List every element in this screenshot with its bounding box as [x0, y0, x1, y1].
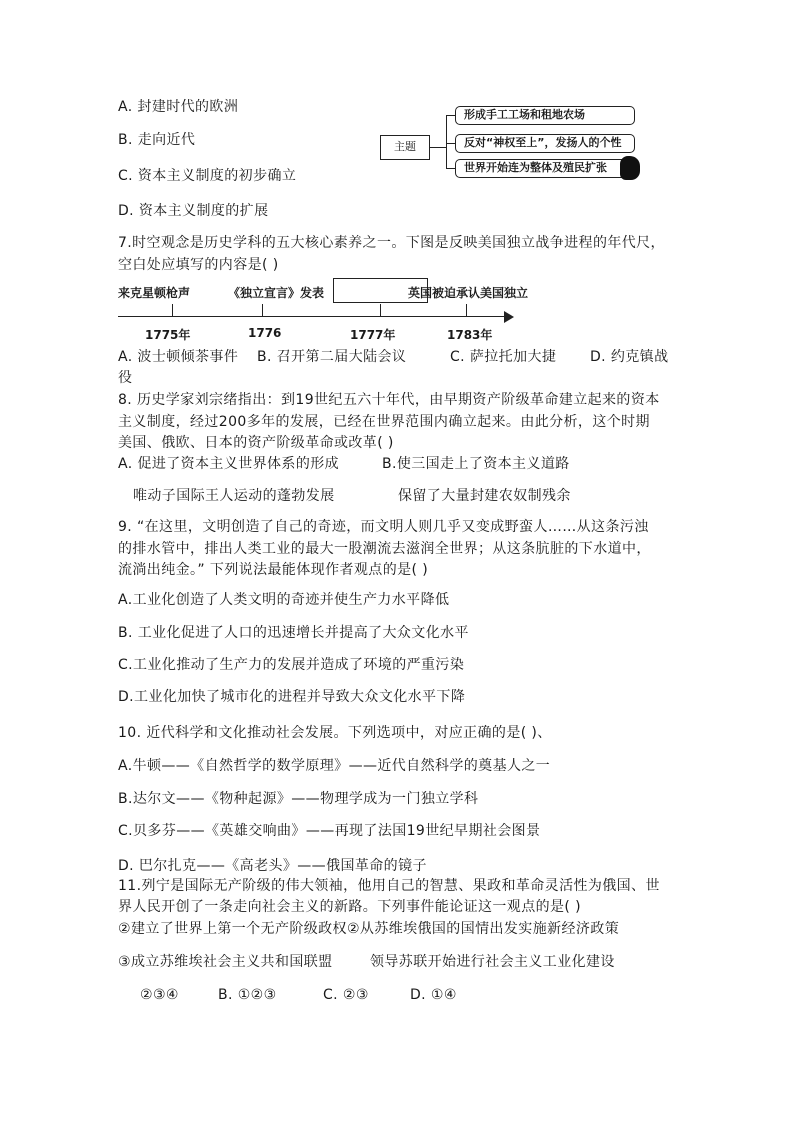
q7-option-c: C. 萨拉托加大捷 — [450, 349, 557, 365]
q11-item-4: 领导苏联开始进行社会主义工业化建设 — [370, 954, 615, 970]
timeline-event-1783: 英国被迫承认美国独立 — [408, 286, 529, 300]
q9-stem-line-3: 流淌出纯金。” 下列说法最能体现作者观点的是( ) — [118, 562, 429, 578]
q11-answer-d: D. ①④ — [410, 987, 457, 1003]
q9-option-b: B. 工业化促进了人口的迅速增长并提高了大众文化水平 — [118, 625, 469, 641]
q8-stem-line-3: 美国、俄欧、日本的资产阶级革命或改革( ) — [118, 435, 394, 451]
q11-answer-c: C. ②③ — [323, 987, 369, 1003]
q8-stem-line-1: 8. 历史学家刘宗绪指出：到19世纪五六十年代，由早期资产阶级革命建立起来的资本 — [118, 392, 660, 408]
timeline-year: 1777年 — [350, 328, 396, 342]
q6-option-d: D. 资本主义制度的扩展 — [118, 203, 269, 219]
diagram-stub — [446, 115, 455, 116]
q9-stem-line-1: 9. “在这里，文明创造了自己的奇迹，而文明人则几乎又变成野蛮人……从这条污浊 — [118, 519, 649, 535]
q11-stem-line-2: 界人民开创了一条走向社会主义的新路。下列事件能论证这一观点的是( ) — [118, 899, 581, 915]
q6-option-c: C. 资本主义制度的初步确立 — [118, 168, 297, 184]
q11-stem-line-1: 11.列宁是国际无产阶级的伟大领袖，他用自己的智慧、果政和革命灵活性为俄国、世 — [118, 878, 660, 894]
timeline-tick — [262, 304, 263, 316]
diagram-item-3: 世界开始连为整体及殖民扩张 — [455, 159, 635, 178]
timeline-arrow-icon — [504, 311, 514, 323]
timeline-tick — [466, 304, 467, 316]
q7-stem-line-1: 7.时空观念是历史学科的五大核心素养之一。下图是反映美国独立战争进程的年代尺， — [118, 235, 665, 251]
timeline-event-1775: 来克星顿枪声 — [118, 286, 191, 300]
q9-stem-line-2: 的排水管中，排出人类工业的最大一股潮流去滋润全世界；从这条肮脏的下水道中， — [118, 541, 651, 557]
q7-option-d: D. 约克镇战 — [590, 349, 669, 365]
q10-stem: 10. 近代科学和文化推动社会发展。下列选项中，对应正确的是( )、 — [118, 725, 552, 741]
q10-option-c: C.贝多芬——《英雄交响曲》——再现了法国19世纪早期社会图景 — [118, 823, 541, 839]
q6-option-a: A. 封建时代的欧洲 — [118, 99, 239, 115]
q7-stem-line-2: 空白处应填写的内容是( ) — [118, 257, 279, 273]
ink-blot — [620, 156, 640, 180]
timeline-year: 1783年 — [447, 328, 493, 342]
q9-option-a: A.工业化创造了人类文明的奇迹并使生产力水平降低 — [118, 592, 450, 608]
q8-option-d: 保留了大量封建农奴制残余 — [398, 488, 571, 504]
timeline-event-1776: 《独立宣言》发表 — [228, 286, 325, 300]
timeline-year: 1776 — [248, 326, 282, 340]
q11-items-line-1: ②建立了世界上第一个无产阶级政权②从苏维埃俄国的国情出发实施新经济政策 — [118, 921, 620, 937]
diagram-stub — [446, 168, 455, 169]
q8-stem-line-2: 主义制度，经过200多年的发展，已经在世界范围内确立起来。由此分析，这个时期 — [118, 414, 650, 430]
diagram-brace — [446, 115, 447, 169]
q8-option-b: B.使三国走上了资本主义道路 — [382, 456, 570, 472]
q10-option-b: B.达尔文——《物种起源》——物理学成为一门独立学科 — [118, 791, 479, 807]
timeline-axis — [118, 316, 508, 317]
timeline-tick — [380, 304, 381, 316]
q7-option-d-continued: 役 — [118, 370, 133, 386]
q9-option-c: C.工业化推动了生产力的发展并造成了环境的严重污染 — [118, 657, 465, 673]
q8-option-c: 唯动子国际王人运动的蓬勃发展 — [133, 488, 335, 504]
diagram-item-1: 形成手工工场和租地农场 — [455, 106, 635, 125]
q7-option-a: A. 波士顿倾茶事件 — [118, 349, 239, 365]
q9-option-d: D.工业化加快了城市化的进程并导致大众文化水平下降 — [118, 689, 466, 705]
diagram-stub — [446, 143, 455, 144]
diagram-theme-box: 主题 — [380, 135, 430, 160]
q8-option-a: A. 促进了资本主义世界体系的形成 — [118, 456, 340, 472]
diagram-connector — [430, 147, 446, 148]
q7-option-b: B. 召开第二届大陆会议 — [257, 349, 407, 365]
q10-option-d: D. 巴尔扎克——《高老头》——俄国革命的镜子 — [118, 858, 427, 874]
q11-item-3: ③成立苏维埃社会主义共和国联盟 — [118, 954, 333, 970]
diagram-item-2: 反对“神权至上”，发扬人的个性 — [455, 134, 635, 153]
q11-answer-a: ②③④ — [140, 987, 179, 1003]
q6-option-b: B. 走向近代 — [118, 132, 196, 148]
timeline-year: 1775年 — [145, 328, 191, 342]
q10-option-a: A.牛顿——《自然哲学的数学原理》——近代自然科学的奠基人之一 — [118, 758, 551, 774]
timeline-tick — [172, 304, 173, 316]
q11-answer-b: B. ①②③ — [218, 987, 277, 1003]
